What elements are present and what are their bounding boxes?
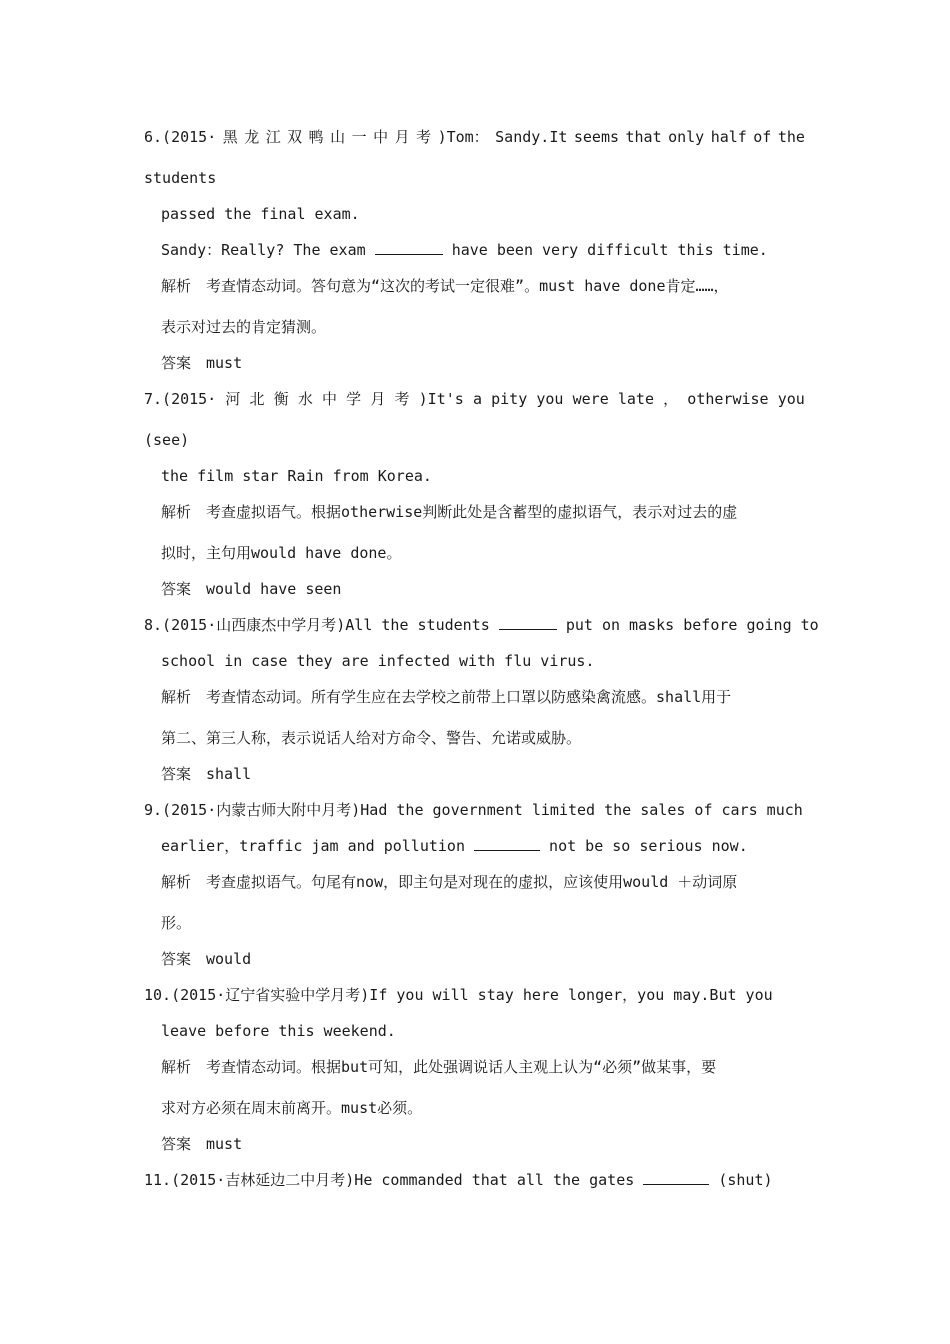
question-7-analysis-line-2: 拟时，主句用would have done。 [161, 544, 402, 562]
question-8-stem-line-2: school in case they are infected with flu virus. [161, 652, 595, 670]
question-6-answer: 答案 must [161, 354, 243, 372]
question-6-analysis-line-1: 解析 考查情态动词。答句意为“这次的考试一定很难”。must have done肯定……， [161, 277, 729, 295]
question-10-answer: 答案 must [161, 1135, 243, 1153]
question-9-analysis-line-2: 形。 [161, 914, 192, 932]
question-8-analysis-line-2: 第二、第三人称，表示说话人给对方命令、警告、允诺或威胁。 [161, 729, 582, 747]
answer-blank [474, 836, 540, 851]
question-11-stem-line-1: 11.(2015·吉林延边二中月考)He commanded that all the gates (shut) [144, 1171, 773, 1189]
question-9-stem-line-2: earlier，traffic jam and pollution not be so serious now. [161, 837, 748, 855]
question-6-stem-line-2: students [144, 169, 217, 187]
question-8-analysis-line-1: 解析 考查情态动词。所有学生应在去学校之前带上口罩以防感染禽流感。shall用于 [161, 688, 732, 706]
question-8-answer: 答案 shall [161, 765, 252, 783]
question-9-answer: 答案 would [161, 950, 252, 968]
question-7-analysis-line-1: 解析 考查虚拟语气。根据otherwise判断此处是含蓄型的虚拟语气，表示对过去的虚 [161, 503, 738, 521]
question-6-analysis-line-2: 表示对过去的肯定猜测。 [161, 318, 327, 336]
question-10-stem-line-2: leave before this weekend. [161, 1022, 396, 1040]
question-7-answer: 答案 would have seen [161, 580, 342, 598]
question-7-stem-line-2: (see) [144, 431, 190, 449]
question-6-stem-line-4: Sandy：Really? The exam have been very difficult this time. [161, 241, 768, 259]
question-8-stem-line-1: 8.(2015·山西康杰中学月考)All the students put on masks before going to [144, 616, 819, 634]
question-6-stem-line-1: 6.(2015· 黑 龙 江 双 鸭 山 一 中 月 考 )Tom： Sandy.It seems that only half of the [144, 128, 805, 146]
question-9-analysis-line-1: 解析 考查虚拟语气。句尾有now，即主句是对现在的虚拟，应该使用would ＋动词原 [161, 873, 738, 891]
answer-blank [643, 1170, 709, 1185]
question-9-stem-line-1: 9.(2015·内蒙古师大附中月考)Had the government limited the sales of cars much [144, 801, 803, 819]
question-7-stem-line-3: the film star Rain from Korea. [161, 467, 432, 485]
answer-blank [499, 615, 557, 630]
question-6-stem-line-3: passed the final exam. [161, 205, 360, 223]
question-10-analysis-line-1: 解析 考查情态动词。根据but可知，此处强调说话人主观上认为“必须”做某事，要 [161, 1058, 717, 1076]
question-7-stem-line-1: 7.(2015· 河 北 衡 水 中 学 月 考 )It's a pity you were late ， otherwise you [144, 390, 805, 408]
question-10-stem-line-1: 10.(2015·辽宁省实验中学月考)If you will stay here longer，you may.But you [144, 986, 773, 1004]
answer-blank [375, 240, 443, 255]
question-10-analysis-line-2: 求对方必须在周末前离开。must必须。 [161, 1099, 423, 1117]
